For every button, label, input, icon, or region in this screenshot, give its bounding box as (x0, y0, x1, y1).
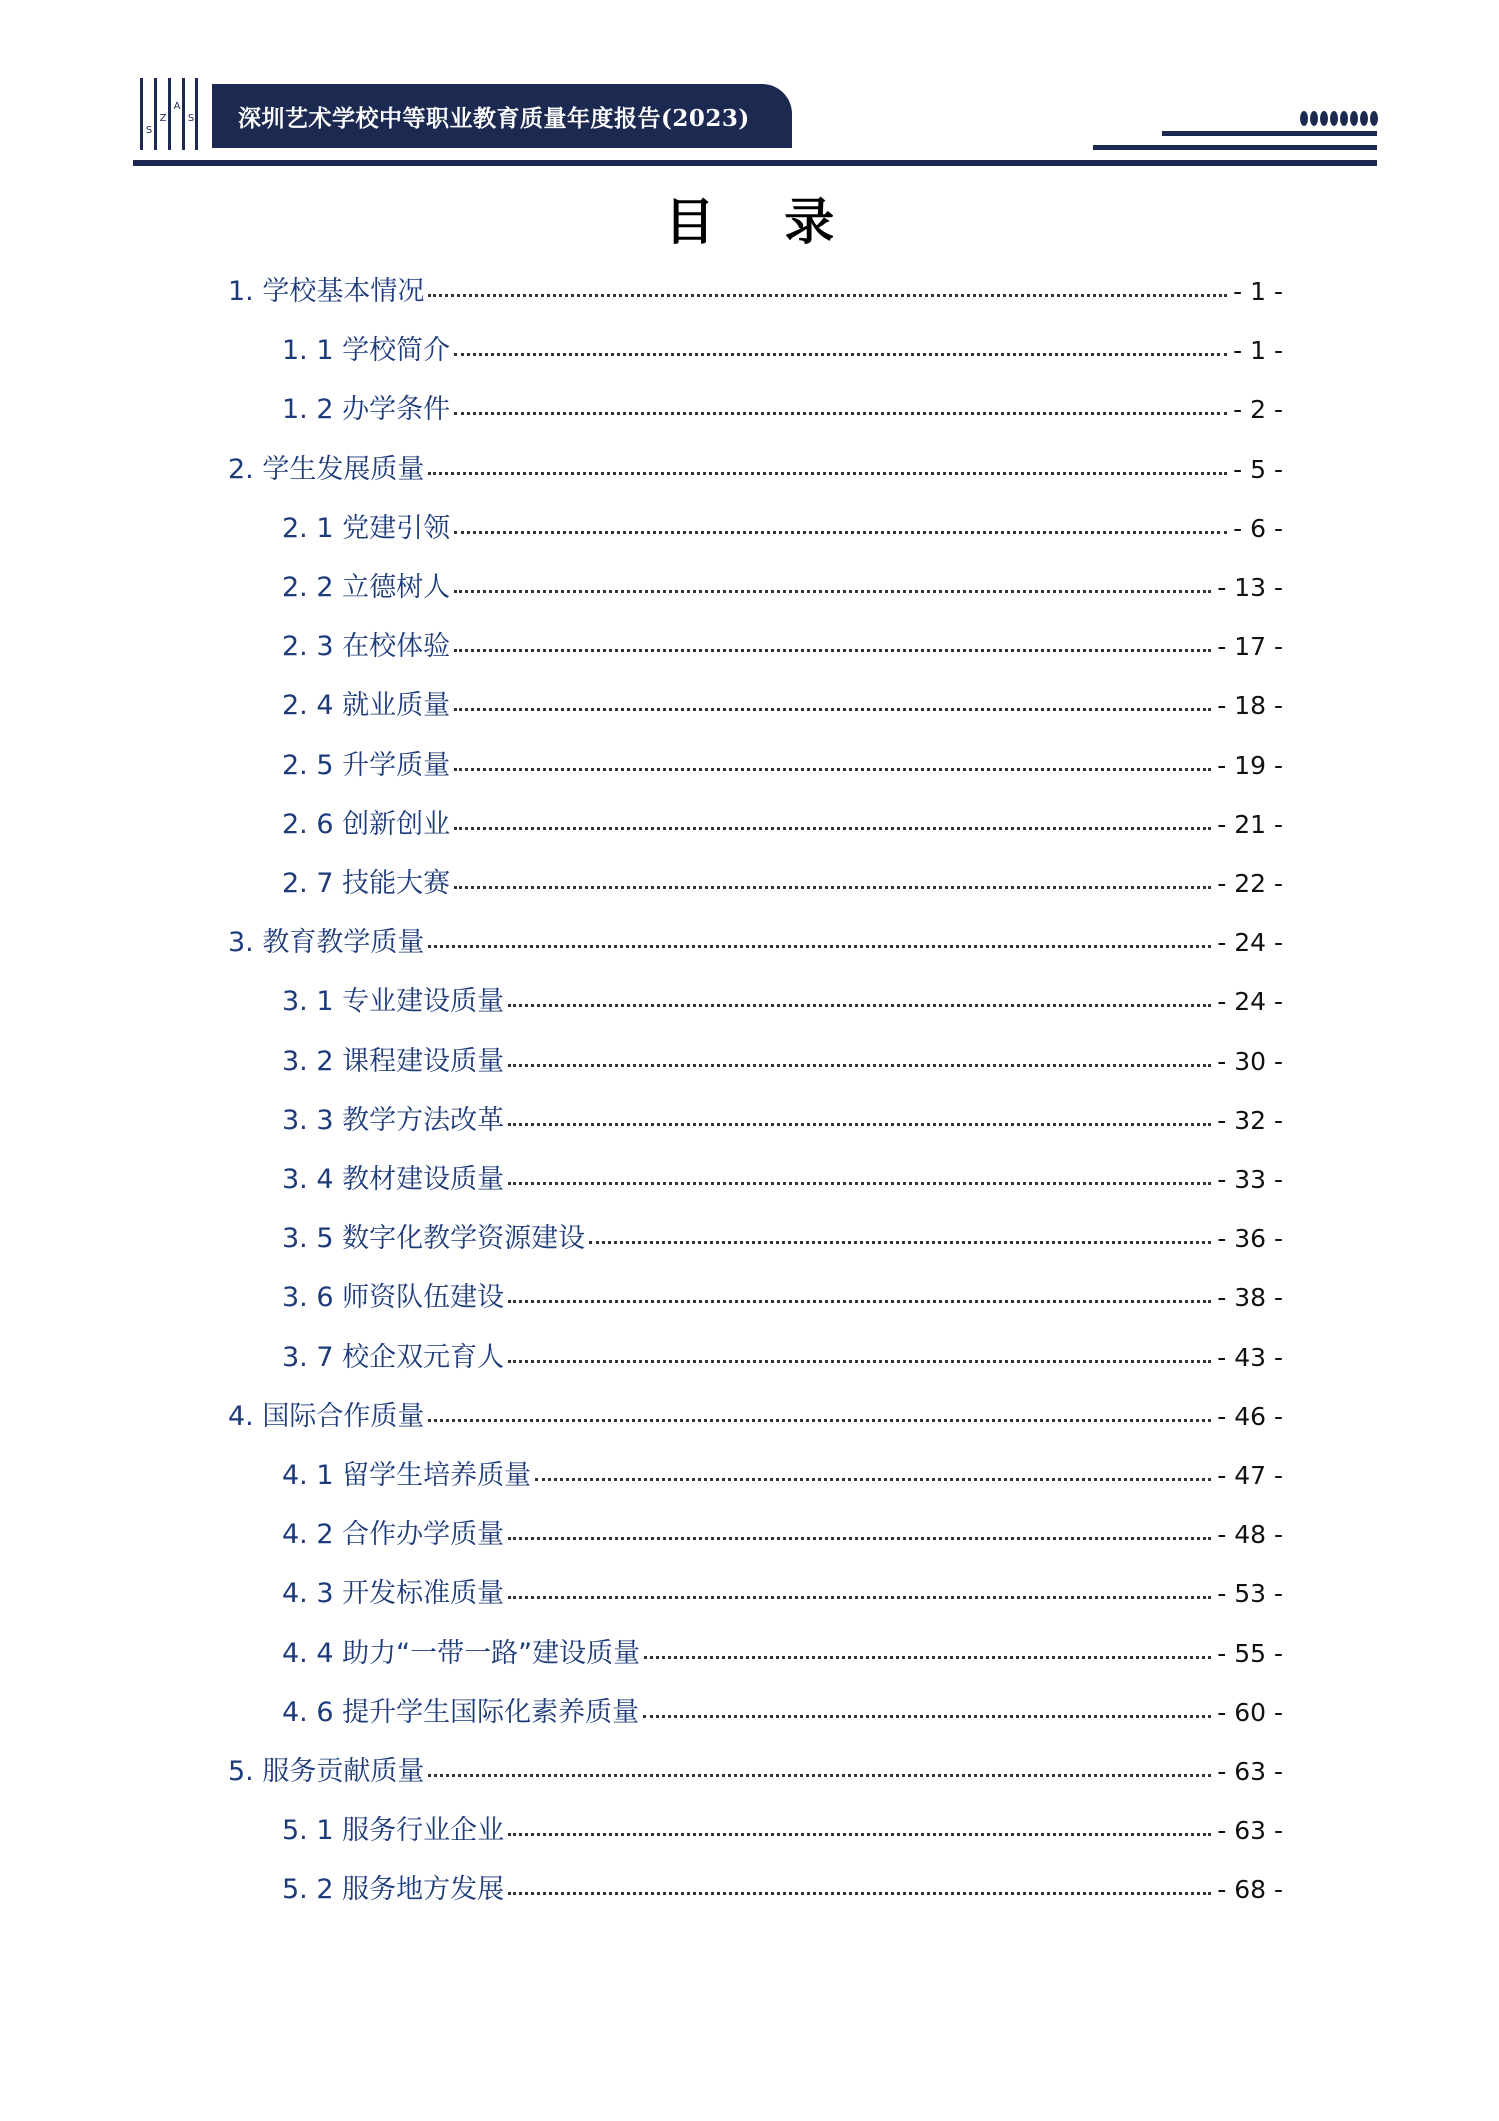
logo-letter: S (187, 113, 195, 124)
toc-entry-page: - 55 - (1217, 1638, 1283, 1668)
toc-dot-leader (428, 1774, 1211, 1777)
toc-entry-page: - 63 - (1217, 1757, 1283, 1786)
toc-dot-leader (454, 649, 1211, 652)
toc-entry-label: 2. 6 创新创业 (282, 808, 451, 840)
toc-entry-label: 4. 2 合作办学质量 (282, 1519, 505, 1551)
toc-entry-label: 3. 1 专业建设质量 (282, 986, 505, 1018)
toc-entry-page: - 43 - (1217, 1342, 1283, 1372)
toc-dot-leader (508, 1360, 1211, 1363)
toc-entry-page: - 21 - (1217, 809, 1283, 839)
logo-letter: A (173, 101, 181, 112)
toc-entry[interactable] (282, 627, 1283, 667)
toc-entry[interactable] (228, 923, 1283, 963)
toc-dot-leader (454, 708, 1211, 711)
toc-entry[interactable] (282, 1515, 1283, 1555)
toc-dot-leader (589, 1241, 1211, 1244)
toc-entry-label: 4. 6 提升学生国际化素养质量 (282, 1696, 640, 1728)
toc-entry[interactable] (282, 805, 1283, 845)
toc-dot-leader (508, 1064, 1211, 1067)
logo-bar (182, 78, 185, 150)
toc-entry-label: 4. 3 开发标准质量 (282, 1578, 505, 1610)
toc-entry-page: - 63 - (1217, 1816, 1283, 1846)
toc-entry-page: - 19 - (1217, 750, 1283, 780)
toc-dot-leader (454, 886, 1211, 889)
toc-dot-leader (508, 1537, 1211, 1540)
toc-dot-leader (428, 472, 1227, 475)
toc-entry-page: - 60 - (1217, 1697, 1283, 1727)
toc-title: 目 录 (664, 193, 835, 251)
toc-entry-page: - 47 - (1217, 1461, 1283, 1490)
toc-entry-page: - 13 - (1217, 573, 1283, 602)
toc-entry-label: 3. 7 校企双元育人 (282, 1341, 505, 1373)
toc-entry[interactable] (228, 450, 1283, 490)
toc-entry-page: - 53 - (1217, 1579, 1283, 1609)
toc-entry[interactable] (282, 982, 1283, 1022)
toc-entry-page: - 2 - (1233, 395, 1283, 425)
toc-entry-page: - 36 - (1217, 1224, 1283, 1254)
decorative-dots (1300, 111, 1380, 127)
toc-entry-label: 1. 学校基本情况 (228, 276, 425, 307)
toc-dot-leader (454, 412, 1227, 415)
toc-dot-leader (428, 945, 1211, 948)
toc-entry[interactable] (282, 1219, 1283, 1259)
toc-entry[interactable] (282, 1634, 1283, 1674)
toc-entry-label: 3. 5 数字化教学资源建设 (282, 1223, 586, 1255)
toc-entry[interactable] (282, 1042, 1283, 1082)
dot-icon (1350, 111, 1358, 126)
toc-dot-leader (454, 768, 1211, 771)
toc-entry-page: - 46 - (1217, 1401, 1283, 1431)
toc-entry-label: 1. 2 办学条件 (282, 394, 451, 426)
toc-entry-label: 2. 7 技能大赛 (282, 868, 451, 899)
toc-entry-label: 3. 教育教学质量 (228, 927, 425, 959)
dot-icon (1360, 111, 1368, 126)
toc-entry[interactable] (228, 1752, 1283, 1792)
toc-dot-leader (454, 353, 1227, 356)
toc-entry-page: - 5 - (1233, 454, 1283, 484)
toc-entry[interactable] (282, 1574, 1283, 1614)
logo-bar (154, 78, 157, 150)
toc-entry[interactable] (282, 1338, 1283, 1378)
toc-entry[interactable] (228, 272, 1283, 312)
toc-entry-page: - 48 - (1217, 1520, 1283, 1550)
toc-entry-label: 3. 4 教材建设质量 (282, 1164, 505, 1195)
toc-entry-label: 5. 服务贡献质量 (228, 1756, 425, 1787)
toc-entry-label: 5. 2 服务地方发展 (282, 1874, 505, 1906)
toc-entry-label: 4. 1 留学生培养质量 (282, 1460, 532, 1491)
toc-dot-leader (508, 1300, 1211, 1303)
toc-dot-leader (428, 294, 1227, 297)
dot-icon (1300, 111, 1308, 126)
toc-entry-page: - 33 - (1217, 1165, 1283, 1194)
toc-entry[interactable] (282, 686, 1283, 726)
toc-dot-leader (454, 590, 1211, 593)
toc-dot-leader (428, 1419, 1211, 1422)
toc-entry-label: 1. 1 学校简介 (282, 335, 451, 367)
toc-entry-page: - 38 - (1217, 1283, 1283, 1313)
report-title-banner (212, 84, 792, 148)
logo-bar (140, 78, 143, 150)
toc-dot-leader (535, 1478, 1211, 1481)
toc-entry-page: - 30 - (1217, 1046, 1283, 1076)
logo-bar (168, 78, 171, 150)
dot-icon (1310, 111, 1318, 126)
header-rule-top (1162, 131, 1377, 136)
dot-icon (1340, 111, 1348, 126)
toc-dot-leader (454, 531, 1227, 534)
toc-entry-label: 2. 学生发展质量 (228, 453, 425, 485)
header-rule-main (133, 160, 1377, 166)
toc-dot-leader (508, 1004, 1211, 1007)
toc-entry-label: 4. 国际合作质量 (228, 1400, 425, 1432)
toc-entry[interactable] (282, 1456, 1283, 1496)
toc-entry-page: - 68 - (1217, 1875, 1283, 1905)
toc-entry-label: 5. 1 服务行业企业 (282, 1815, 505, 1847)
toc-dot-leader (643, 1715, 1211, 1718)
toc-dot-leader (508, 1833, 1211, 1836)
toc-dot-leader (508, 1892, 1211, 1895)
logo-letter: S (145, 125, 153, 136)
toc-entry-label: 2. 2 立德树人 (282, 572, 451, 603)
toc-entry-page: - 22 - (1217, 869, 1283, 898)
toc-entry-page: - 1 - (1233, 277, 1283, 306)
toc-entry[interactable] (282, 1101, 1283, 1141)
toc-entry-label: 3. 6 师资队伍建设 (282, 1282, 505, 1314)
toc-dot-leader (644, 1656, 1211, 1659)
toc-entry[interactable] (282, 390, 1283, 430)
toc-entry[interactable] (282, 331, 1283, 371)
toc-entry-label: 2. 5 升学质量 (282, 749, 451, 781)
toc-entry-label: 2. 3 在校体验 (282, 631, 451, 663)
toc-entry-page: - 24 - (1217, 928, 1283, 958)
toc-entry-label: 3. 2 课程建设质量 (282, 1045, 505, 1077)
toc-entry-page: - 17 - (1217, 632, 1283, 662)
toc-entry[interactable] (282, 864, 1283, 904)
toc-entry[interactable] (282, 1278, 1283, 1318)
toc-entry[interactable] (282, 1811, 1283, 1851)
report-title: 深圳艺术学校中等职业教育质量年度报告(2023) (238, 104, 750, 132)
toc-entry[interactable] (282, 568, 1283, 608)
toc-entry-label: 4. 4 助力“一带一路”建设质量 (282, 1637, 641, 1669)
toc-entry[interactable] (282, 1693, 1283, 1733)
toc-entry[interactable] (282, 1160, 1283, 1200)
logo-letter: Z (159, 113, 167, 124)
toc-entry[interactable] (228, 1397, 1283, 1437)
toc-entry-page: - 1 - (1233, 336, 1283, 366)
toc-entry[interactable] (282, 746, 1283, 786)
toc-entry-label: 2. 1 党建引领 (282, 512, 451, 544)
toc-dot-leader (508, 1596, 1211, 1599)
toc-dot-leader (454, 827, 1211, 830)
school-logo (140, 78, 198, 150)
header-rule-middle (1093, 145, 1377, 150)
toc-dot-leader (508, 1182, 1211, 1185)
toc-entry-page: - 18 - (1217, 691, 1283, 721)
toc-entry[interactable] (282, 1870, 1283, 1910)
toc-entry[interactable] (282, 509, 1283, 549)
toc-entry-label: 2. 4 就业质量 (282, 690, 451, 722)
toc-entry-page: - 6 - (1233, 513, 1283, 543)
toc-entry-page: - 32 - (1217, 1105, 1283, 1135)
toc-dot-leader (508, 1123, 1211, 1126)
toc-entry-label: 3. 3 教学方法改革 (282, 1104, 505, 1136)
dot-icon (1370, 111, 1378, 126)
dot-icon (1320, 111, 1328, 126)
toc-entry-page: - 24 - (1217, 987, 1283, 1017)
dot-icon (1330, 111, 1338, 126)
